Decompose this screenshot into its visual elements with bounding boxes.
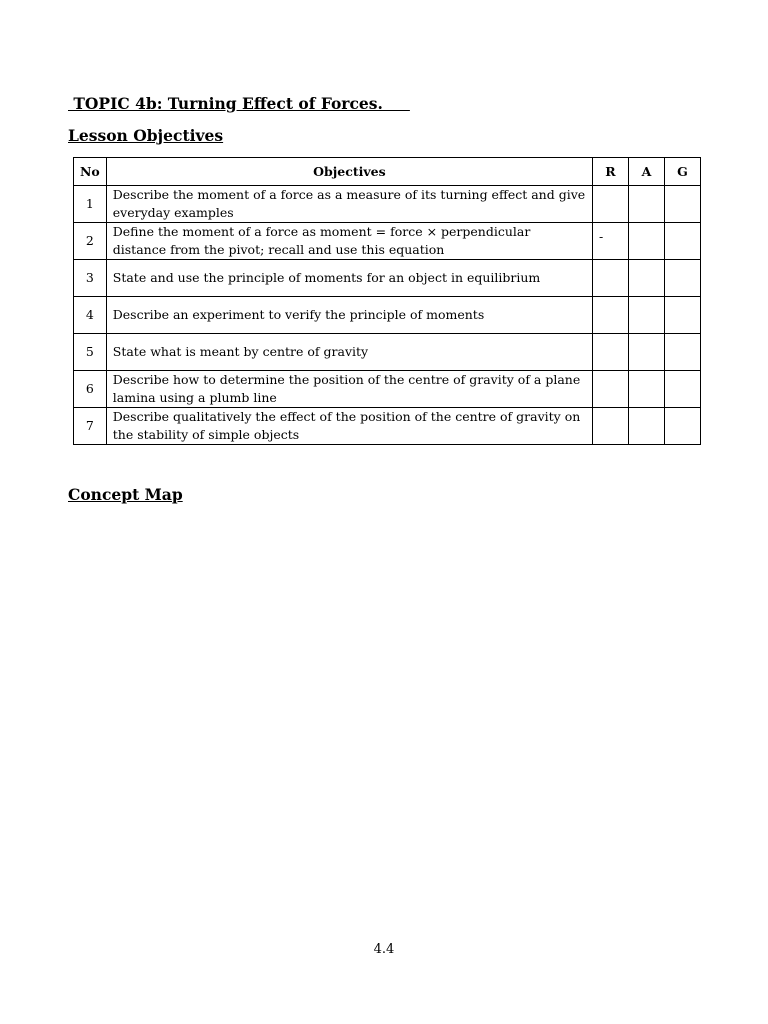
rag-r-cell[interactable] [593, 408, 629, 445]
table-row [74, 260, 701, 297]
page-number: 4.4 [373, 942, 395, 957]
header-no: No [74, 158, 107, 186]
rag-a-cell[interactable] [629, 371, 665, 408]
row-number: 6 [74, 371, 107, 408]
header-g: G [665, 158, 701, 186]
row-number: 3 [74, 260, 107, 297]
rag-g-cell[interactable] [665, 260, 701, 297]
rag-a-cell[interactable] [629, 408, 665, 445]
rag-a-cell[interactable] [629, 334, 665, 371]
row-number: 5 [74, 334, 107, 371]
row-number: 1 [74, 186, 107, 223]
row-objective: State and use the principle of moments for an object in equilibrium [106, 260, 592, 297]
row-number: 2 [74, 223, 107, 260]
rag-r-cell[interactable] [593, 260, 629, 297]
rag-g-cell[interactable] [665, 408, 701, 445]
header-objectives: Objectives [106, 158, 592, 186]
rag-a-cell[interactable] [629, 260, 665, 297]
rag-r-cell[interactable] [593, 297, 629, 334]
table-row [74, 297, 701, 334]
header-r: R [593, 158, 629, 186]
topic-title: TOPIC 4b: Turning Effect of Forces. [68, 94, 410, 113]
rag-g-cell[interactable] [665, 186, 701, 223]
row-objective: Describe an experiment to verify the principle of moments [106, 297, 592, 334]
objectives-table [73, 157, 701, 445]
rag-r-cell[interactable] [593, 371, 629, 408]
rag-g-cell[interactable] [665, 334, 701, 371]
rag-a-cell[interactable] [629, 186, 665, 223]
rag-r-cell[interactable]: - [593, 223, 629, 260]
header-a: A [629, 158, 665, 186]
table-row [74, 223, 701, 260]
rag-a-cell[interactable] [629, 223, 665, 260]
row-objective: Describe the moment of a force as a measure of its turning effect and give everyday examples [106, 186, 592, 223]
lesson-objectives-heading: Lesson Objectives [68, 126, 224, 145]
row-objective: Define the moment of a force as moment = force × perpendicular distance from the pivot; recall and use this equation [106, 223, 592, 260]
rag-r-cell[interactable] [593, 334, 629, 371]
row-objective: Describe qualitatively the effect of the position of the centre of gravity on the stability of simple objects [106, 408, 592, 445]
rag-g-cell[interactable] [665, 371, 701, 408]
row-number: 4 [74, 297, 107, 334]
rag-a-cell[interactable] [629, 297, 665, 334]
table-row [74, 334, 701, 371]
row-objective: Describe how to determine the position of the centre of gravity of a plane lamina using a plumb line [106, 371, 592, 408]
table-header-row [74, 158, 701, 186]
table-row [74, 408, 701, 445]
rag-g-cell[interactable] [665, 297, 701, 334]
concept-map-heading: Concept Map [68, 485, 183, 504]
rag-r-cell[interactable] [593, 186, 629, 223]
row-number: 7 [74, 408, 107, 445]
rag-g-cell[interactable] [665, 223, 701, 260]
table-row [74, 186, 701, 223]
row-objective: State what is meant by centre of gravity [106, 334, 592, 371]
table-row [74, 371, 701, 408]
